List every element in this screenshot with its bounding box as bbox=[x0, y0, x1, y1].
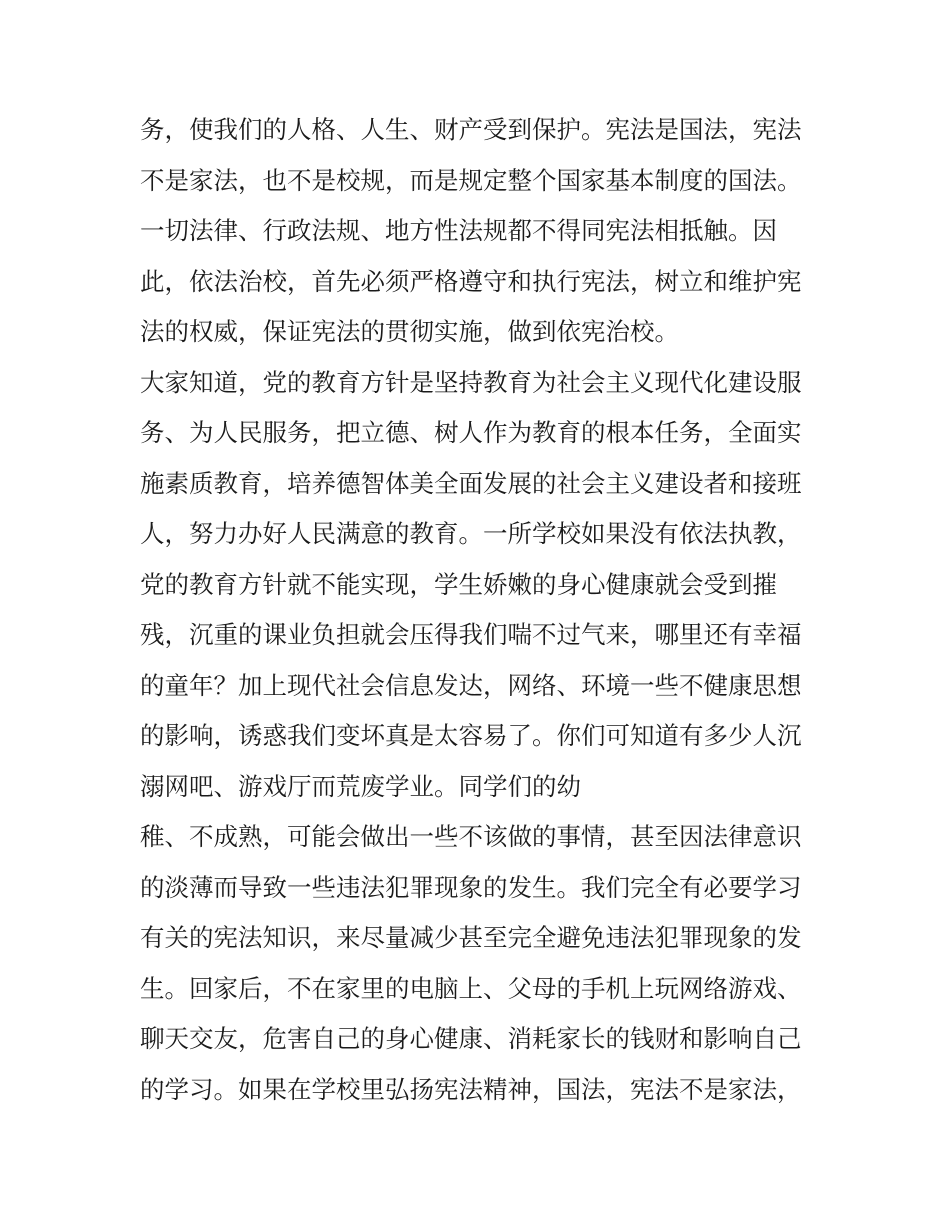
text-line: 的淡薄而导致一些违法犯罪现象的发生。我们完全有必要学习 bbox=[140, 872, 802, 902]
text-line: 的学习。如果在学校里弘扬宪法精神，国法，宪法不是家法， bbox=[140, 1074, 802, 1104]
text-line: 施素质教育，培养德智体美全面发展的社会主义建设者和接班 bbox=[140, 468, 802, 498]
text-line: 不是家法，也不是校规，而是规定整个国家基本制度的国法。 bbox=[140, 165, 802, 195]
text-line: 党的教育方针就不能实现，学生娇嫩的身心健康就会受到摧 bbox=[140, 569, 777, 599]
text-line: 大家知道，党的教育方针是坚持教育为社会主义现代化建设服 bbox=[140, 367, 802, 397]
text-line: 有关的宪法知识，来尽量减少甚至完全避免违法犯罪现象的发 bbox=[140, 923, 802, 952]
text-line: 的影响，诱惑我们变坏真是太容易了。你们可知道有多少人沉 bbox=[140, 721, 802, 750]
body-text bbox=[140, 108, 830, 1118]
text-line: 一切法律、行政法规、地方性法规都不得同宪法相抵触。因 bbox=[140, 216, 777, 245]
text-line: 人，努力办好人民满意的教育。一所学校如果没有依法执教， bbox=[140, 519, 802, 548]
text-line: 的童年？加上现代社会信息发达，网络、环境一些不健康思想 bbox=[140, 670, 802, 700]
text-line: 生。回家后，不在家里的电脑上、父母的手机上玩网络游戏、 bbox=[140, 973, 802, 1003]
text-line: 溺网吧、游戏厅而荒废学业。同学们的幼 bbox=[140, 771, 581, 801]
text-line: 务、为人民服务，把立德、树人作为教育的根本任务，全面实 bbox=[140, 418, 802, 447]
text-line: 法的权威，保证宪法的贯彻实施，做到依宪治校。 bbox=[140, 317, 679, 346]
text-line: 聊天交友，危害自己的身心健康、消耗家长的钱财和影响自己 bbox=[140, 1024, 802, 1053]
text-line: 残，沉重的课业负担就会压得我们喘不过气来，哪里还有幸福 bbox=[140, 620, 802, 649]
text-line: 务，使我们的人格、人生、财产受到保护。宪法是国法，宪法 bbox=[140, 115, 802, 144]
text-line: 稚、不成熟，可能会做出一些不该做的事情，甚至因法律意识 bbox=[140, 822, 802, 851]
text-line: 此，依法治校，首先必须严格遵守和执行宪法，树立和维护宪 bbox=[140, 266, 802, 296]
